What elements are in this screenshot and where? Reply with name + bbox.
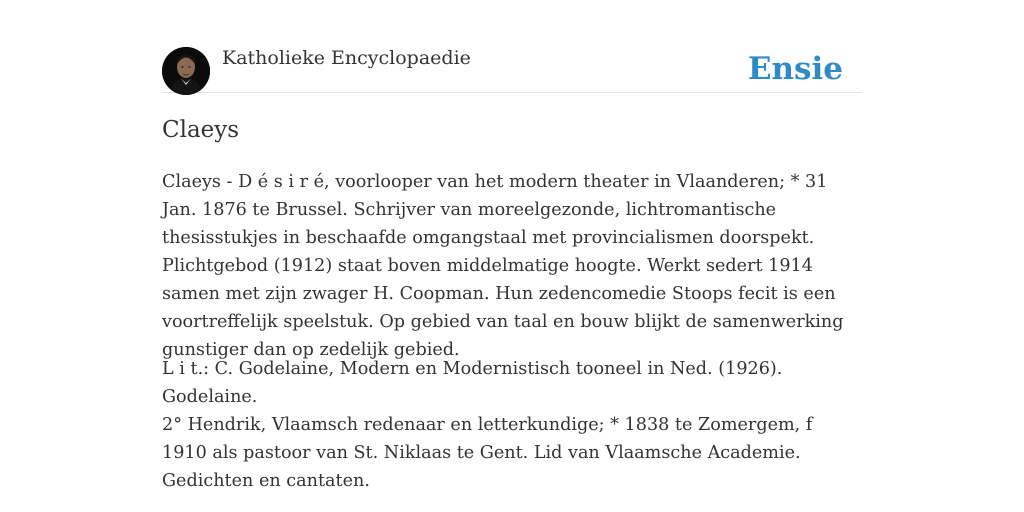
header xyxy=(162,44,862,93)
brand-logo[interactable]: Ensie xyxy=(747,51,843,87)
portrait-avatar-icon[interactable] xyxy=(162,47,210,95)
article-paragraph: L i t.: C. Godelaine, Modern en Modernistisch tooneel in Ned. (1926). Godelaine. xyxy=(162,359,783,407)
source-name[interactable]: Katholieke Encyclopaedie xyxy=(222,47,471,69)
article-paragraph: 2° Hendrik, Vlaamsch redenaar en letterkundige; * 1838 te Zomergem, f 1910 als pastoor van St. Niklaas te Gent. Lid van Vlaamsche Academie. Gedichten en cantaten. xyxy=(162,415,813,491)
article-title: Claeys xyxy=(162,117,240,143)
article-paragraph: Claeys - D é s i r é, voorlooper van het modern theater in Vlaanderen; * 31 Jan. 1876 te Brussel. Schrijver van moreelgezonde, lichtromantische thesisstukjes in beschaafde omgangstaal met provincialismen doorspekt. Plichtgebod (1912) staat boven middelmatige hoogte. Werkt sedert 1914 samen met zijn zwager H. Coopman. Hun zedencomedie Stoops fecit is een voortreffelijk speelstuk. Op gebied van taal en bouw blijkt de samenwerking gunstiger dan op zedelijk gebied. xyxy=(162,172,844,360)
